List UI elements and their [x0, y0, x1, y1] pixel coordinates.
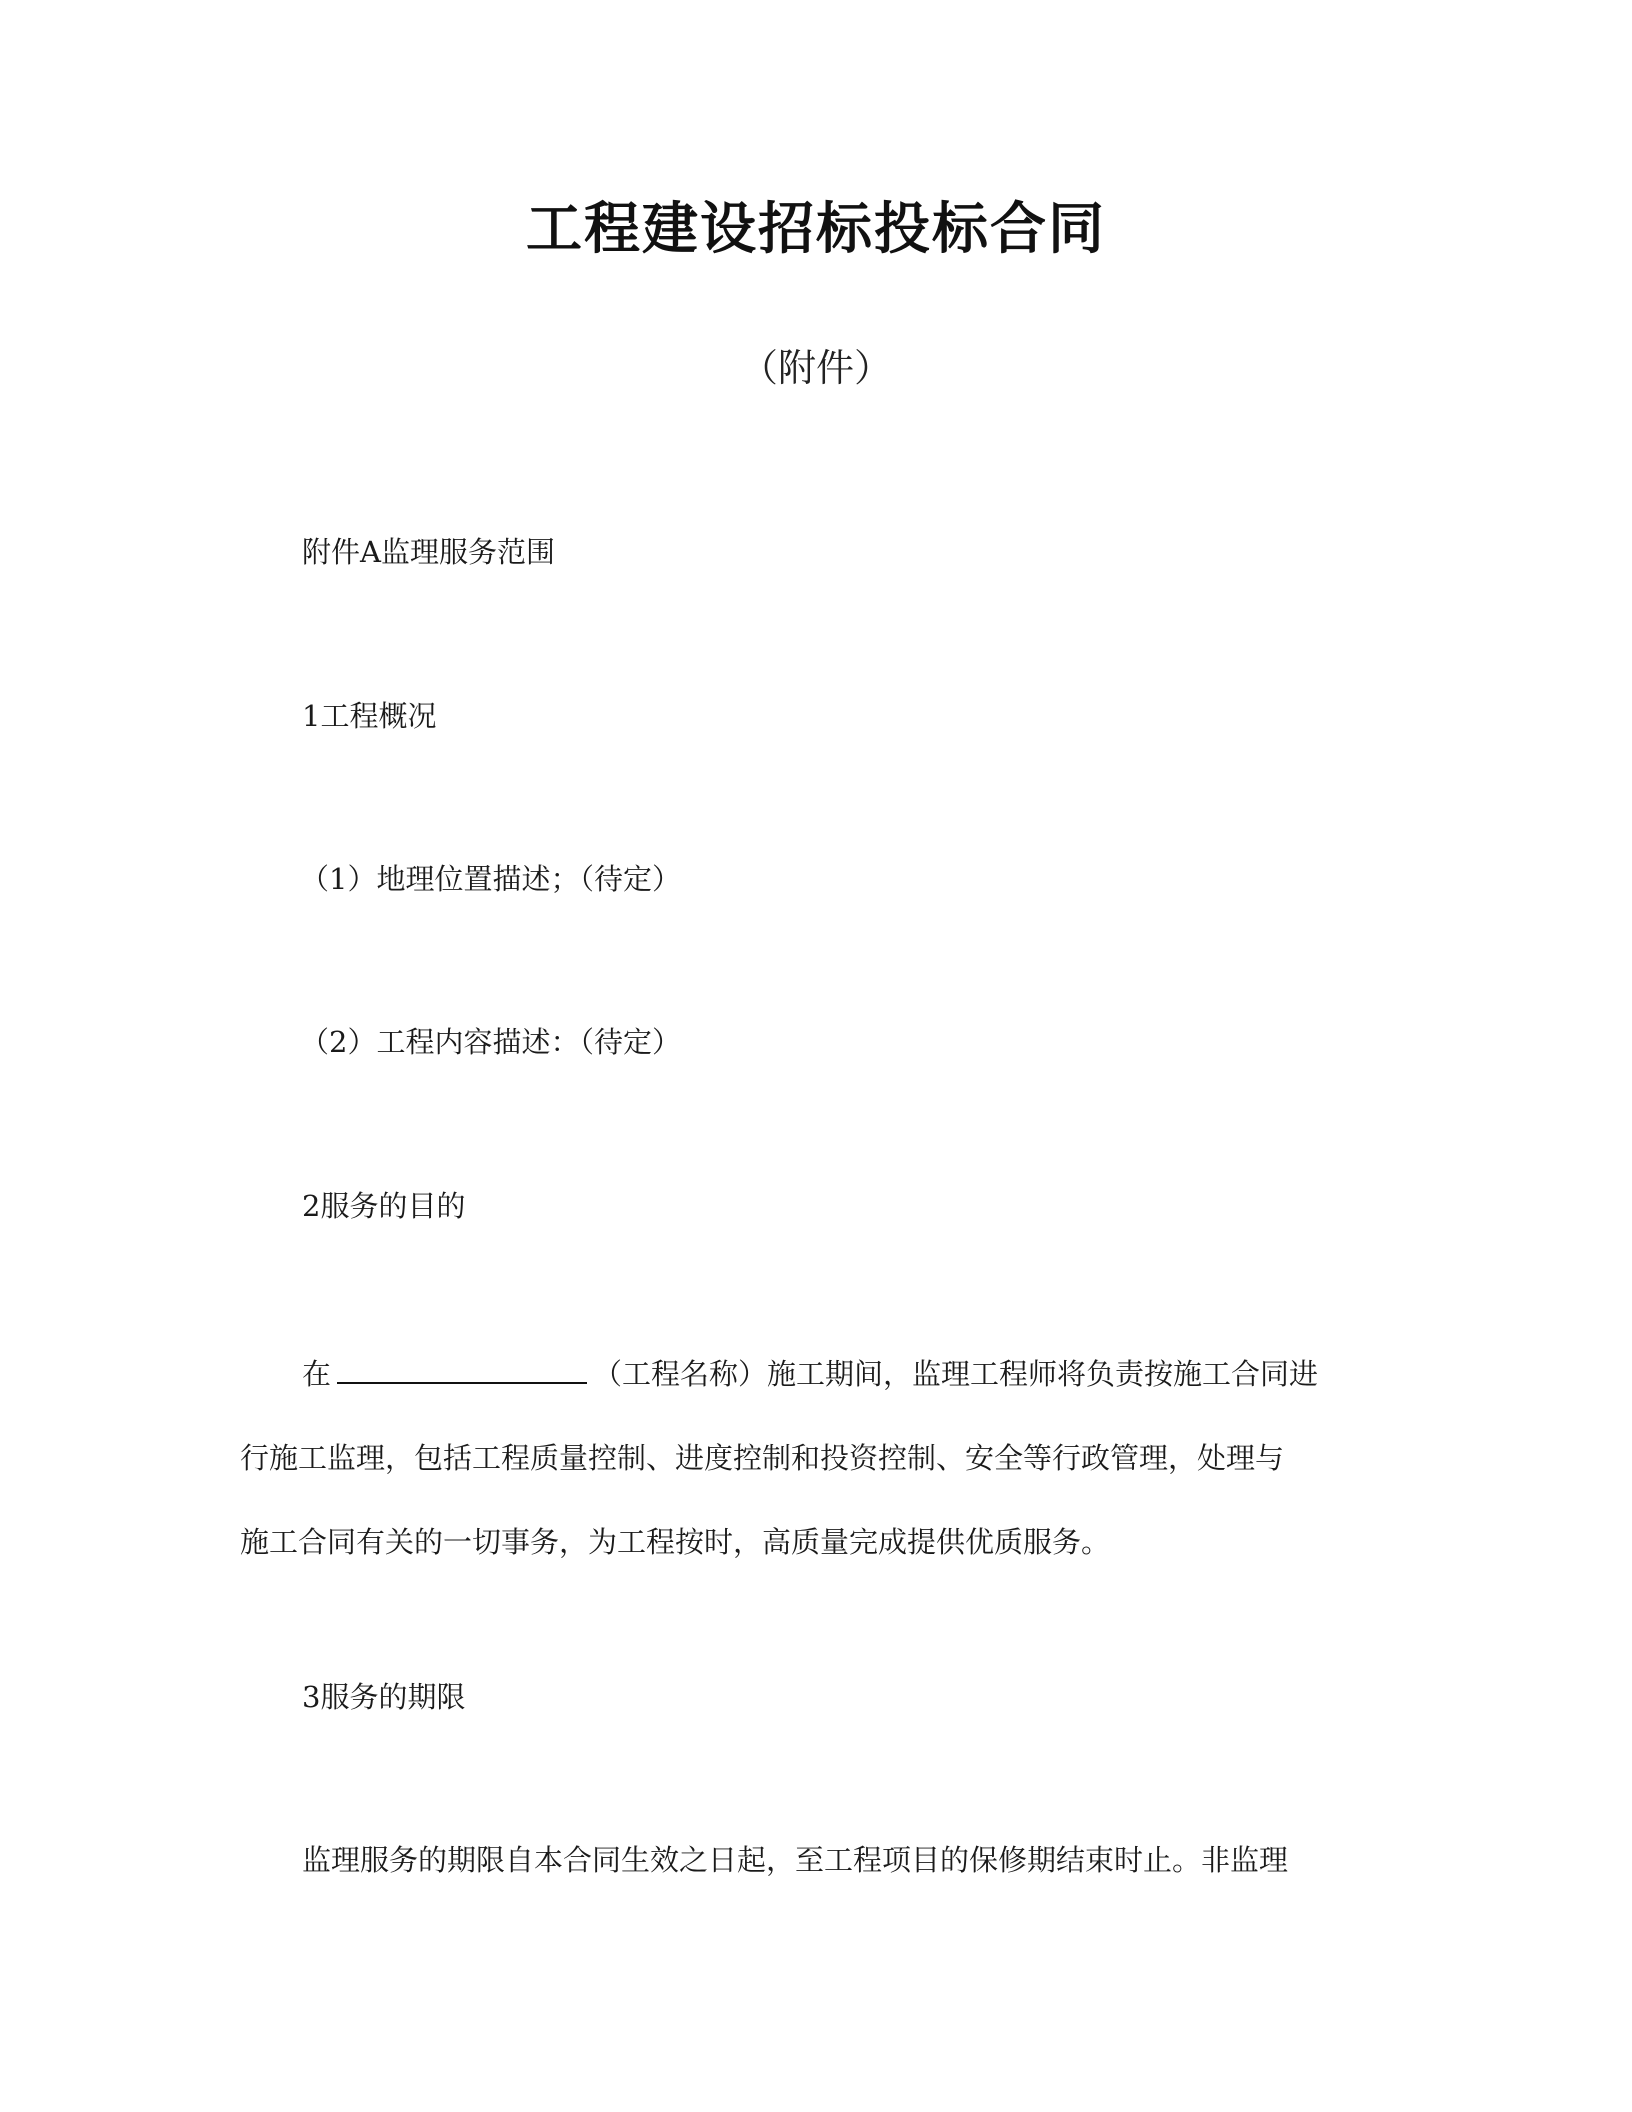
- document-title: 工程建设招标投标合同: [526, 197, 1106, 262]
- section-3-heading: 3服务的期限: [302, 1680, 466, 1714]
- section-2-line-2: 行施工监理，包括工程质量控制、进度控制和投资控制、安全等行政管理，处理与: [240, 1441, 1285, 1475]
- section-2-line-1-post: （工程名称）施工期间，监理工程师将负责按施工合同进: [593, 1357, 1319, 1391]
- annex-a-heading: 附件A监理服务范围: [302, 535, 555, 569]
- section-1-heading: 1工程概况: [302, 699, 437, 733]
- section-2-line-3: 施工合同有关的一切事务，为工程按时，高质量完成提供优质服务。: [240, 1525, 1111, 1559]
- section-2-body: [240, 1332, 1380, 1584]
- section-1-item-2: （2）工程内容描述：（待定）: [300, 1025, 681, 1059]
- section-2-heading: 2服务的目的: [302, 1189, 466, 1223]
- project-name-blank: [337, 1352, 587, 1384]
- section-2-line-1-pre: 在: [302, 1357, 332, 1391]
- section-1-item-1: （1）地理位置描述；（待定）: [300, 862, 681, 896]
- document-subtitle: （附件）: [739, 346, 892, 390]
- section-3-line-1: 监理服务的期限自本合同生效之日起，至工程项目的保修期结束时止。非监理: [302, 1843, 1289, 1877]
- section-2-line-1: [240, 1332, 1380, 1416]
